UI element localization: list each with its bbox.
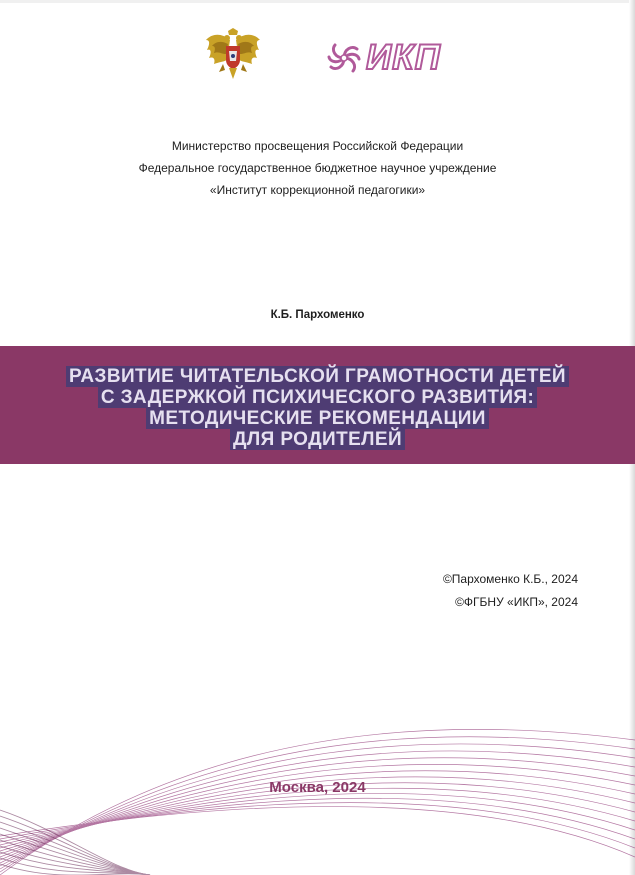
title-line-3 bbox=[0, 408, 635, 430]
wave-line bbox=[0, 737, 635, 872]
title-line-1 bbox=[0, 366, 635, 388]
ikp-logo-text: ИКП bbox=[366, 38, 441, 77]
wave-line bbox=[0, 729, 635, 875]
wave-line bbox=[0, 807, 635, 857]
title-line-3-text: МЕТОДИЧЕСКИЕ РЕКОМЕНДАЦИИ bbox=[146, 408, 489, 429]
ikp-swirl-icon bbox=[326, 40, 362, 76]
wave-line bbox=[0, 803, 635, 848]
title-line-4 bbox=[0, 429, 635, 451]
title-line-2 bbox=[0, 387, 635, 409]
copyright-org: ©ФГБНУ «ИКП», 2024 bbox=[455, 595, 578, 609]
title-line-1-text: РАЗВИТИЕ ЧИТАТЕЛЬСКОЙ ГРАМОТНОСТИ ДЕТЕЙ bbox=[66, 366, 569, 387]
decorative-wave-lines bbox=[0, 680, 635, 875]
title-line-2-text: С ЗАДЕРЖКОЙ ПСИХИЧЕСКОГО РАЗВИТИЯ: bbox=[98, 387, 537, 408]
wave-line bbox=[0, 758, 635, 863]
page-edge-top bbox=[0, 0, 635, 3]
author-name: К.Б. Пархоменко bbox=[270, 309, 365, 321]
institution-name-line: «Институт коррекционной педагогики» bbox=[209, 183, 426, 197]
institution-type-line: Федеральное государственное бюджетное научное учреждение bbox=[138, 161, 497, 175]
ministry-line: Министерство просвещения Российской Федерации bbox=[171, 139, 464, 153]
russian-coat-of-arms-icon bbox=[203, 28, 263, 80]
ikp-logo bbox=[326, 40, 466, 76]
wave-line bbox=[0, 788, 635, 848]
title-band bbox=[0, 346, 635, 464]
city-year: Москва, 2024 bbox=[269, 779, 366, 796]
title-line-4-text: ДЛЯ РОДИТЕЛЕЙ bbox=[230, 429, 405, 450]
wave-line bbox=[0, 751, 635, 866]
copyright-author: ©Пархоменко К.Б., 2024 bbox=[442, 572, 578, 586]
